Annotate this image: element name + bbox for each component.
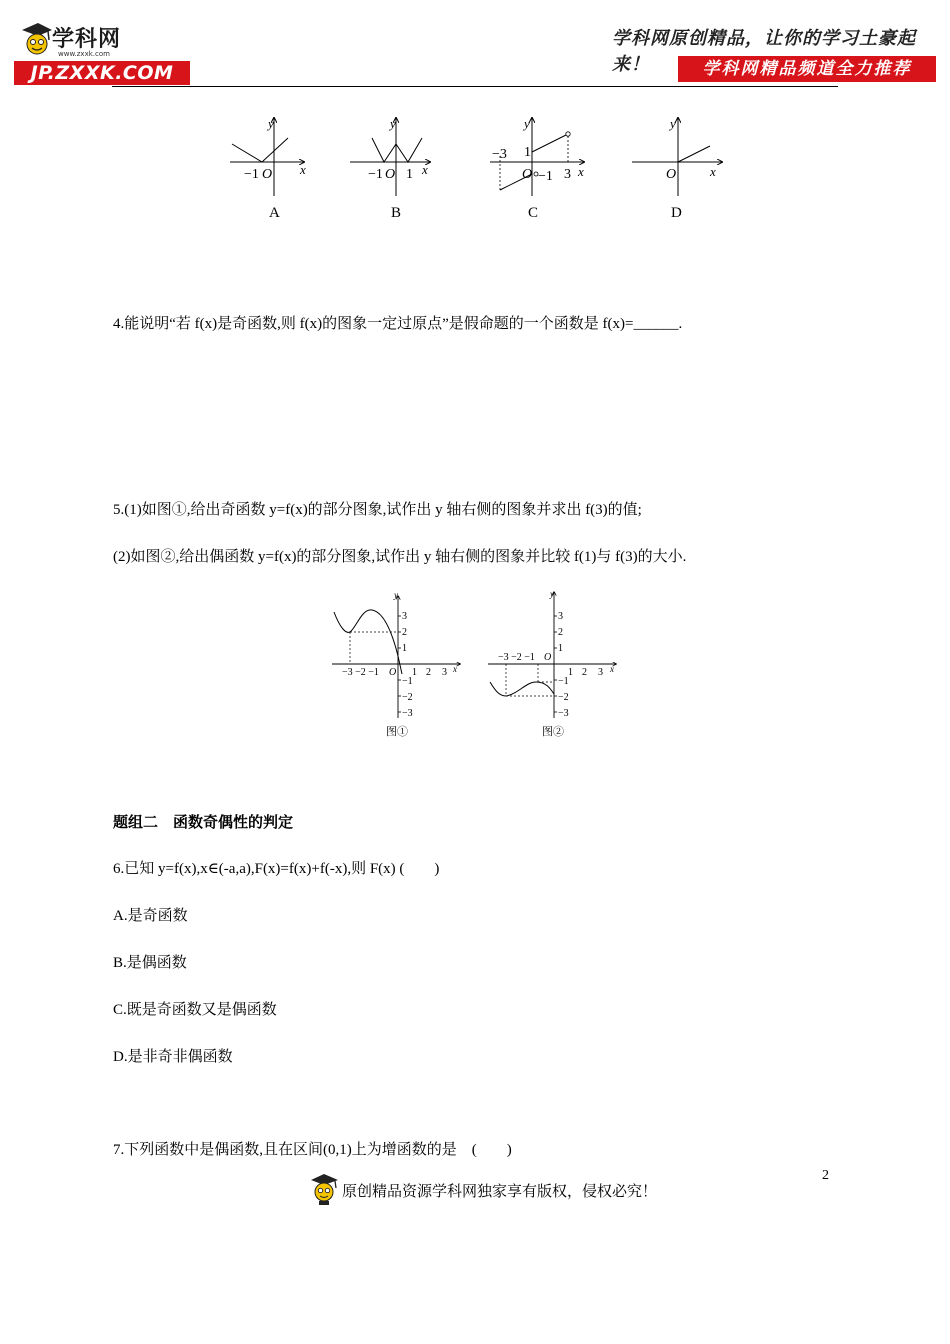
graph-a-tick: −1 [244,167,259,182]
graph-option-d [632,116,722,221]
graph-a-ylabel: y [268,116,274,131]
graph-option-c [490,116,584,221]
graph-d-origin: O [666,167,677,182]
fig2-ytick-neg1: −1 [558,676,569,687]
fig1-xlabel: x [453,664,457,674]
question-5-part-2: (2)如图②,给出偶函数 y=f(x)的部分图象,试作出 y 轴右侧的图象并比较 f(1)与 f(3)的大小. [113,549,687,565]
graph-b-ylabel: y [390,116,396,131]
question-6-option-c: C.既是奇函数又是偶函数 [113,1002,277,1018]
figure-1 [332,590,460,738]
fig1-ytick-neg1: −1 [402,676,413,687]
question-6-option-b: B.是偶函数 [113,955,187,971]
fig2-ytick-neg3: −3 [558,708,569,719]
fig1-xticks-neg: −3 −2 −1 [342,667,379,678]
fig2-ytick-2: 2 [558,627,563,638]
fig2-xtick-1: 1 [568,667,573,678]
graph-option-b [350,116,430,221]
logo-url: JP.ZXXK.COM [14,61,190,85]
copyright-notice: 原创精品资源学科网独家享有版权，侵权必究！ [342,1182,658,1200]
logo-mascot-icon [18,20,54,60]
question-5-part-1: 5.(1)如图①,给出奇函数 y=f(x)的部分图象,试作出 y 轴右侧的图象并求出 f(3)的值; [113,502,642,518]
question-6-option-a: A.是奇函数 [113,908,188,924]
graph-a-origin: O [262,167,273,182]
fig2-ylabel: y [550,589,554,599]
fig2-xtick-2: 2 [582,667,587,678]
fig1-ytick-3: 3 [402,611,407,622]
graph-a-caption: A [269,205,280,221]
graph-a-xlabel: x [300,162,306,177]
graph-c-tick-3: 3 [564,167,571,182]
logo-text: 学科网 [52,27,122,52]
function-graph-options [222,112,742,227]
graph-c-ylabel: y [524,116,530,131]
fig2-ytick-1: 1 [558,643,563,654]
fig1-xtick-3: 3 [442,667,447,678]
section-title: 题组二 函数奇偶性的判定 [113,815,294,831]
fig1-ytick-neg3: −3 [402,708,413,719]
graph-c-tick-1: 1 [524,145,531,160]
fig2-ytick-neg2: −2 [558,692,569,703]
graph-c-tick-neg3: −3 [492,147,507,162]
fig2-ytick-3: 3 [558,611,563,622]
question-7: 7.下列函数中是偶函数,且在区间(0,1)上为增函数的是 ( ) [113,1142,512,1158]
graph-c-origin: O [522,167,533,182]
figure-2 [488,589,616,738]
graph-d-ylabel: y [670,116,676,131]
graph-c-caption: C [528,205,539,221]
graph-c-xlabel: x [578,164,584,179]
header-slogan: 学科网原创精品，让你的学习土豪起来！ [612,28,916,75]
header-banner: 学科网精品频道全力推荐 [678,56,936,82]
fig1-caption: 图① [386,726,408,738]
graph-d-caption: D [671,205,682,221]
graph-d-xlabel: x [710,164,716,179]
graph-b-xlabel: x [422,162,428,177]
logo-url-small: www.zxxk.com [58,50,110,58]
header-divider [112,86,838,87]
page-number: 2 [822,1168,829,1183]
graph-b-tick-pos: 1 [406,167,413,182]
fig1-ylabel: y [394,590,398,600]
fig2-xtick-3: 3 [598,667,603,678]
question-4: 4.能说明“若 f(x)是奇函数,则 f(x)的图象一定过原点”是假命题的一个函数是 f(x)=______. [113,316,683,332]
graph-c-tick-neg1: −1 [538,169,553,184]
fig1-ytick-2: 2 [402,627,407,638]
mascot-icon [308,1172,340,1206]
question-5-figures [326,588,626,740]
graph-b-caption: B [391,205,402,221]
fig2-xlabel: x [610,664,614,674]
fig1-ytick-1: 1 [402,643,407,654]
fig1-xtick-1: 1 [412,667,417,678]
graph-option-a [230,116,306,221]
fig2-origin: O [544,652,552,663]
question-6-option-d: D.是非奇非偶函数 [113,1049,233,1065]
fig2-caption: 图② [542,726,564,738]
fig1-xtick-2: 2 [426,667,431,678]
fig1-ytick-neg2: −2 [402,692,413,703]
question-6: 6.已知 y=f(x),x∈(-a,a),F(x)=f(x)+f(-x),则 F(x) ( ) [113,861,440,877]
fig2-xticks-neg: −3 −2 −1 [498,652,535,663]
fig1-origin: O [389,667,397,678]
graph-b-origin: O [385,167,396,182]
graph-b-tick-neg: −1 [368,167,383,182]
